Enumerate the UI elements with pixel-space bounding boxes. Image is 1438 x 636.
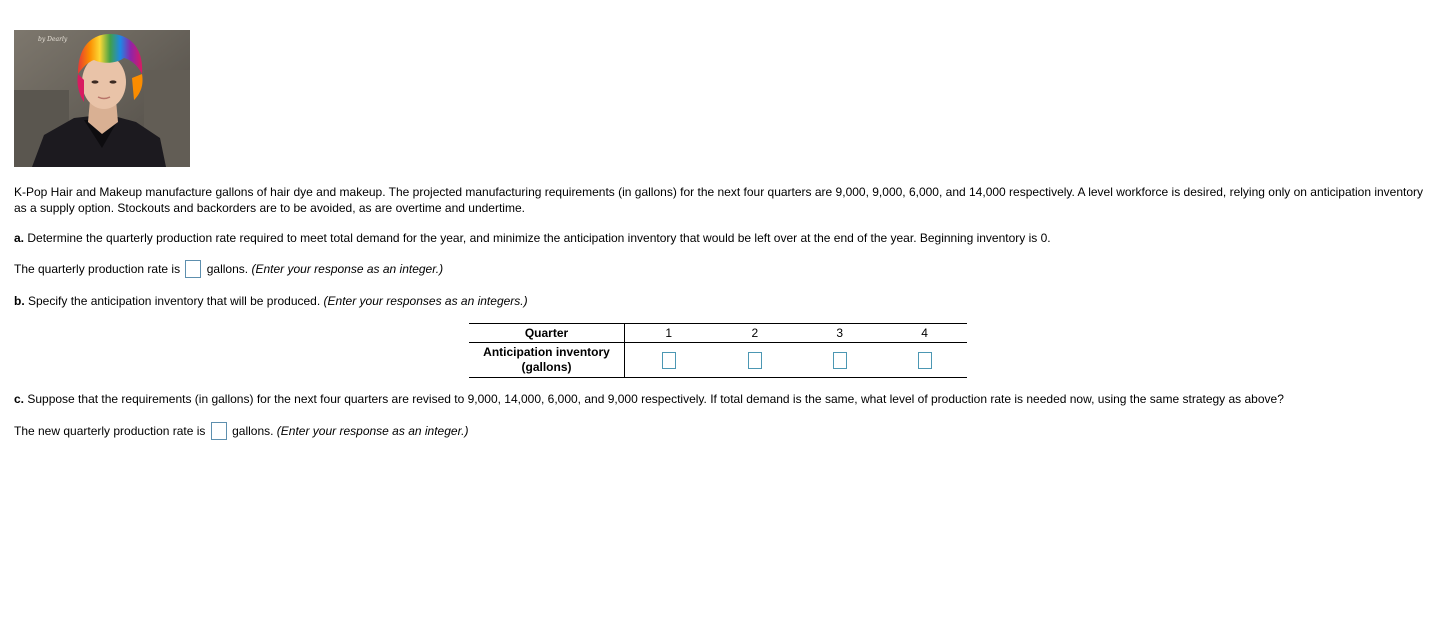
quarter-1-header: 1 (625, 324, 713, 343)
inventory-cell-q2 (712, 343, 797, 378)
inventory-input-q2[interactable] (748, 352, 762, 369)
part-b-text: Specify the anticipation inventory that will be produced. (24, 294, 324, 308)
part-c-text: Suppose that the requirements (in gallons) for the next four quarters are revised to 9,000, 14,000, 6,000, and 9,000 respectively. If total demand is the same, what level of production rate is needed now, using the same strategy as above? (24, 392, 1284, 406)
part-a-text: Determine the quarterly production rate required to meet total demand for the year, and minimize the anticipation inventory that would be left over at the end of the year. Beginning inventory is 0. (24, 231, 1051, 245)
inventory-cell-q4 (882, 343, 967, 378)
anticipation-inventory-table (469, 323, 967, 378)
quarter-header: Quarter (469, 324, 625, 343)
inventory-input-q3[interactable] (833, 352, 847, 369)
quarterly-rate-input[interactable] (185, 260, 201, 278)
rate-hint: (Enter your response as an integer.) (251, 262, 444, 277)
new-rate-answer-line (14, 423, 468, 441)
new-rate-suffix: gallons. (228, 424, 277, 439)
new-rate-prefix: The new quarterly production rate is (14, 424, 209, 439)
inventory-row-label-line2: (gallons) (521, 360, 572, 374)
new-rate-hint: (Enter your response as an integer.) (276, 424, 469, 439)
part-a-label: a. (14, 231, 25, 245)
rate-answer-line (14, 261, 443, 279)
quarter-4-header: 4 (882, 324, 967, 343)
person-image (14, 30, 190, 167)
rate-suffix: gallons. (203, 262, 252, 277)
inventory-row-label-line1: Anticipation inventory (483, 345, 610, 359)
inventory-input-q4[interactable] (918, 352, 932, 369)
kpop-hair-photo (14, 30, 190, 167)
part-b-label: b. (14, 294, 25, 308)
inventory-cell-q1 (625, 343, 713, 378)
rate-prefix: The quarterly production rate is (14, 262, 184, 277)
inventory-input-q1[interactable] (662, 352, 676, 369)
part-b-hint: (Enter your responses as an integers.) (323, 294, 528, 308)
part-c-question (14, 391, 1284, 407)
new-quarterly-rate-input[interactable] (211, 422, 227, 440)
part-b-question (14, 293, 528, 309)
part-a-question (14, 230, 1051, 246)
quarter-3-header: 3 (797, 324, 882, 343)
inventory-cell-q3 (797, 343, 882, 378)
inventory-row-label (469, 343, 625, 378)
quarter-2-header: 2 (712, 324, 797, 343)
photo-caption: by Dearly (38, 36, 68, 43)
problem-intro: K-Pop Hair and Makeup manufacture gallons of hair dye and makeup. The projected manufacturing requirements (in gallons) for the next four quarters are 9,000, 9,000, 6,000, and 14,000 respectively. A level workforce is desired, relying only on anticipation inventory as a supply option. Stockouts and backorders are to be avoided, as are overtime and undertime. (14, 185, 1424, 215)
table-header-row (469, 324, 967, 343)
table-row (469, 343, 967, 378)
part-c-label: c. (14, 392, 25, 406)
